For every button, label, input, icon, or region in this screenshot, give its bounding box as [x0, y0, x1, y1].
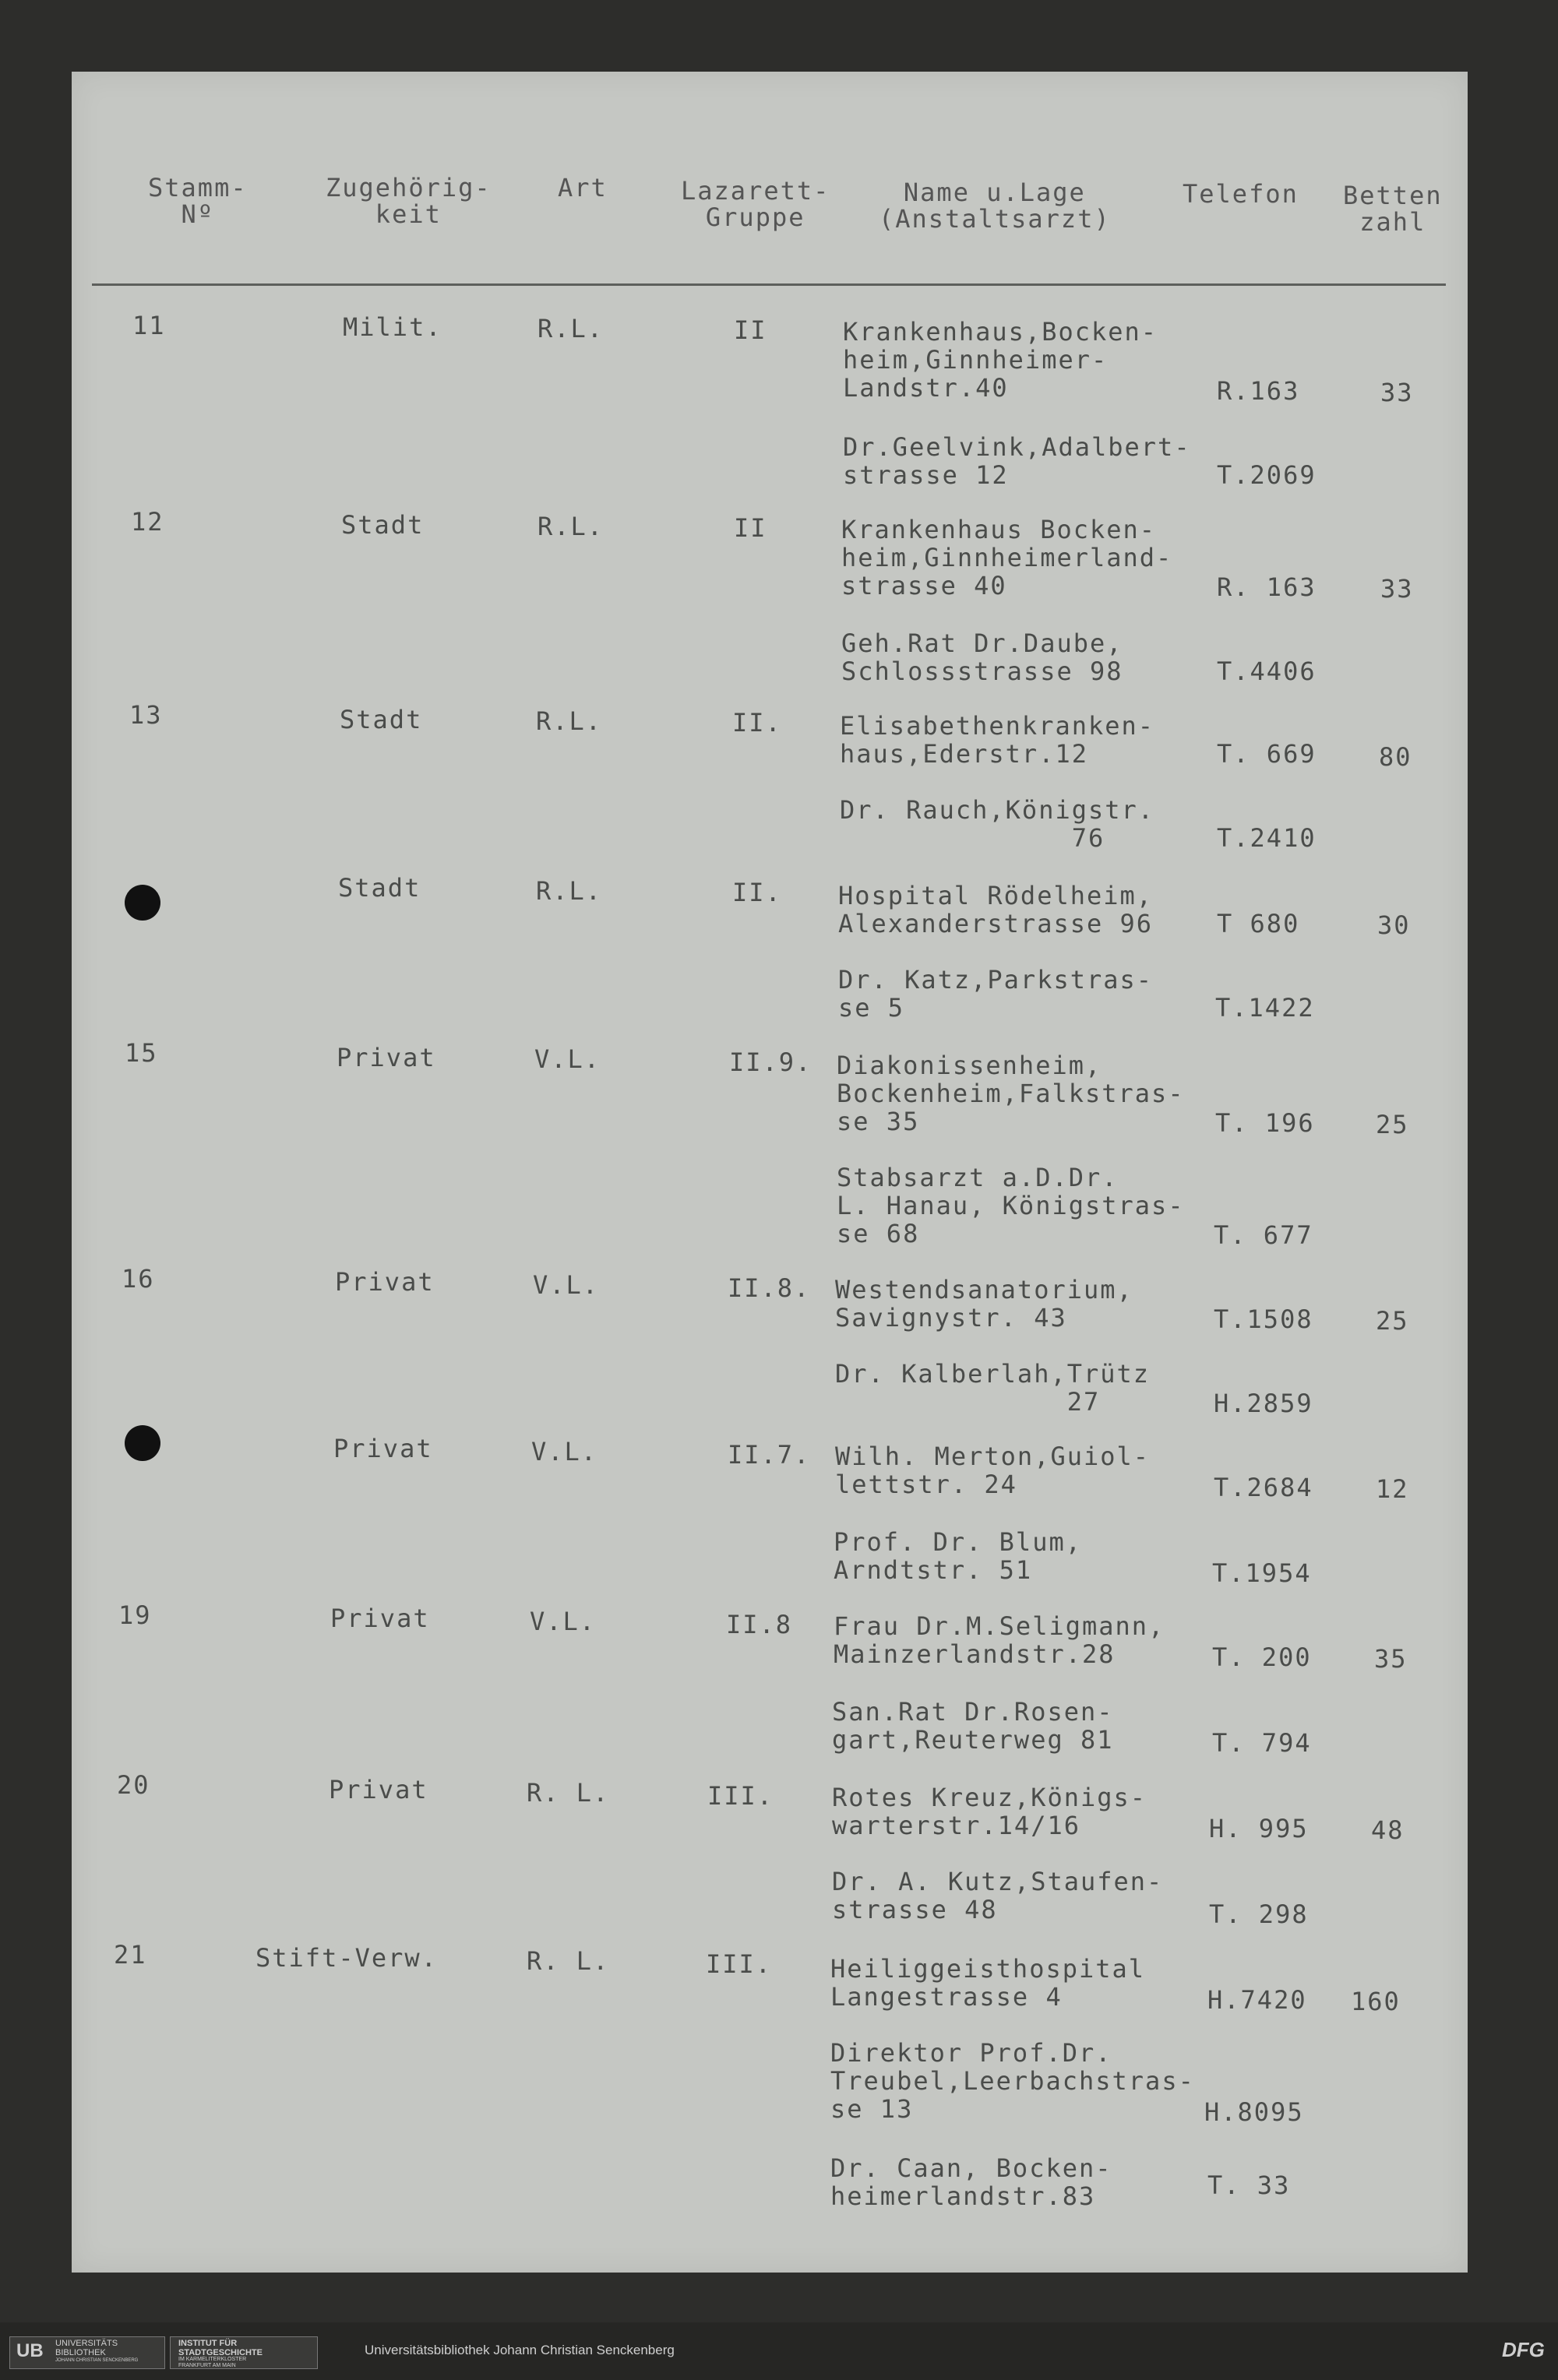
row-anstaltsarzt: Dr. Katz,Parkstras- se 5 — [838, 965, 1154, 1023]
row-name: Wilh. Merton,Guiol- lettstr. 24 — [835, 1442, 1151, 1499]
row-zugehoerigkeit: Privat — [330, 1604, 430, 1633]
row-anstaltsarzt-telefon: T.1422 — [1215, 993, 1315, 1023]
row-gruppe: II — [734, 315, 767, 345]
row-art: R.L. — [536, 706, 603, 736]
row-gruppe: II. — [732, 878, 782, 907]
row-anstaltsarzt-2-telefon: T. 33 — [1207, 2171, 1291, 2200]
institut-name: INSTITUT FÜR STADTGESCHICHTE — [178, 2339, 263, 2357]
row-art: V.L. — [531, 1437, 598, 1466]
row-anstaltsarzt: Dr.Geelvink,Adalbert- strasse 12 — [843, 432, 1191, 490]
row-name: Elisabethenkranken- haus,Ederstr.12 — [840, 711, 1155, 769]
row-betten: 25 — [1376, 1110, 1409, 1139]
library-credit: Universitätsbibliothek Johann Christian Senckenberg — [365, 2343, 675, 2357]
row-betten: 25 — [1376, 1306, 1409, 1336]
row-name: Diakonissenheim, Bockenheim,Falkstras- se 35 — [837, 1051, 1185, 1136]
institut-logo — [170, 2336, 318, 2369]
viewer-footer — [0, 2322, 1558, 2380]
row-anstaltsarzt-telefon: T. 794 — [1212, 1728, 1312, 1758]
row-zugehoerigkeit: Stadt — [340, 705, 423, 734]
row-zugehoerigkeit: Privat — [329, 1775, 428, 1804]
row-anstaltsarzt: Dr. A. Kutz,Staufen- strasse 48 — [832, 1867, 1164, 1924]
punch-hole — [125, 885, 160, 921]
row-gruppe: II — [734, 513, 767, 543]
row-name: Hospital Rödelheim, Alexanderstrasse 96 — [838, 881, 1154, 938]
punch-hole — [125, 1425, 160, 1461]
row-betten: 35 — [1374, 1644, 1408, 1674]
row-telefon: R. 163 — [1217, 572, 1317, 602]
row-art: V.L. — [533, 1270, 600, 1300]
header-zugehoerigkeit: Zugehörig- keit — [326, 173, 492, 229]
row-anstaltsarzt: Dr. Rauch,Königstr. 76 — [840, 795, 1155, 853]
header-stamm: Stamm- Nº — [148, 173, 248, 229]
row-betten: 80 — [1379, 742, 1412, 772]
row-nr: 16 — [122, 1264, 155, 1294]
row-gruppe: III. — [707, 1781, 774, 1811]
row-anstaltsarzt-telefon: T. 298 — [1209, 1899, 1309, 1929]
row-art: R.L. — [538, 314, 605, 343]
row-nr: 21 — [114, 1940, 147, 1970]
row-anstaltsarzt: Prof. Dr. Blum, Arndtstr. 51 — [834, 1527, 1082, 1585]
row-betten: 12 — [1376, 1474, 1409, 1504]
row-telefon: T. 196 — [1215, 1108, 1315, 1138]
row-anstaltsarzt-telefon: T.4406 — [1217, 657, 1317, 686]
row-nr: 15 — [125, 1038, 158, 1068]
row-anstaltsarzt: Geh.Rat Dr.Daube, Schlossstrasse 98 — [841, 628, 1123, 686]
row-zugehoerigkeit: Privat — [335, 1267, 435, 1297]
row-anstaltsarzt-telefon: T. 677 — [1214, 1220, 1313, 1250]
row-zugehoerigkeit: Stift-Verw. — [256, 1943, 438, 1973]
row-zugehoerigkeit: Stadt — [341, 510, 425, 540]
row-betten: 160 — [1351, 1987, 1401, 2016]
row-anstaltsarzt-telefon: H.8095 — [1204, 2097, 1304, 2127]
row-anstaltsarzt: San.Rat Dr.Rosen- gart,Reuterweg 81 — [832, 1697, 1114, 1755]
ub-logo-sub: JOHANN CHRISTIAN SENCKENBERG — [55, 2358, 139, 2363]
row-art: V.L. — [534, 1044, 601, 1074]
header-telefon: Telefon — [1183, 179, 1299, 209]
row-betten: 30 — [1377, 910, 1411, 940]
row-anstaltsarzt-telefon: H.2859 — [1214, 1389, 1313, 1418]
row-nr: 20 — [117, 1770, 150, 1800]
row-anstaltsarzt-telefon: T.2410 — [1217, 823, 1317, 853]
row-telefon: T. 669 — [1217, 739, 1317, 769]
row-telefon: H.7420 — [1207, 1985, 1307, 2015]
row-name: Rotes Kreuz,Königs- warterstr.14/16 — [832, 1783, 1147, 1840]
row-betten: 48 — [1371, 1815, 1405, 1845]
header-betten: Betten zahl — [1343, 181, 1443, 237]
row-art: R. L. — [527, 1946, 610, 1976]
row-art: V.L. — [530, 1607, 597, 1636]
row-telefon: T.2684 — [1214, 1473, 1313, 1502]
row-zugehoerigkeit: Stadt — [338, 873, 421, 903]
row-betten: 33 — [1380, 574, 1414, 604]
row-nr: 19 — [118, 1600, 152, 1630]
row-anstaltsarzt-telefon: T.2069 — [1217, 460, 1317, 490]
row-betten: 33 — [1380, 378, 1414, 407]
row-name: Westendsanatorium, Savignystr. 43 — [835, 1275, 1133, 1333]
row-nr: 13 — [129, 700, 163, 730]
dfg-logo: DFG — [1502, 2338, 1545, 2361]
header-rule — [92, 283, 1446, 286]
row-gruppe: III. — [706, 1949, 773, 1979]
header-gruppe: Lazarett- Gruppe — [681, 176, 830, 232]
row-telefon: R.163 — [1217, 376, 1300, 406]
ub-logo-name: UNIVERSITÄTS BIBLIOTHEK — [55, 2339, 118, 2357]
institut-sub: IM KARMELITERKLOSTER FRANKFURT AM MAIN — [178, 2357, 247, 2368]
row-gruppe: II.9. — [729, 1047, 812, 1077]
row-anstaltsarzt: Dr. Kalberlah,Trütz 27 — [835, 1359, 1151, 1417]
row-anstaltsarzt-2: Dr. Caan, Bocken- heimerlandstr.83 — [830, 2153, 1112, 2211]
row-name: Frau Dr.M.Seligmann, Mainzerlandstr.28 — [834, 1611, 1165, 1669]
row-gruppe: II.8. — [728, 1273, 811, 1303]
ub-logo-mark: UB — [16, 2340, 44, 2361]
row-gruppe: II.8 — [726, 1610, 793, 1639]
row-name: Heiliggeisthospital Langestrasse 4 — [830, 1954, 1146, 2012]
row-zugehoerigkeit: Privat — [337, 1043, 436, 1072]
row-art: R. L. — [527, 1778, 610, 1808]
row-anstaltsarzt: Stabsarzt a.D.Dr. L. Hanau, Königstras- se 68 — [837, 1163, 1185, 1248]
header-art: Art — [558, 173, 608, 202]
row-telefon: T.1508 — [1214, 1304, 1313, 1334]
row-art: R.L. — [538, 512, 605, 541]
header-name: Name u.Lage (Anstaltsarzt) — [879, 178, 1111, 234]
ub-logo — [9, 2336, 165, 2369]
row-telefon: H. 995 — [1209, 1814, 1309, 1843]
row-name: Krankenhaus,Bocken- heim,Ginnheimer- Landstr.40 — [843, 317, 1158, 403]
row-nr: 11 — [132, 311, 166, 340]
row-name: Krankenhaus Bocken- heim,Ginnheimerland- strasse 40 — [841, 515, 1173, 600]
row-gruppe: II.7. — [728, 1440, 811, 1470]
row-zugehoerigkeit: Privat — [333, 1434, 433, 1463]
row-telefon: T 680 — [1217, 909, 1300, 938]
row-art: R.L. — [536, 876, 603, 906]
row-anstaltsarzt-telefon: T.1954 — [1212, 1558, 1312, 1588]
row-zugehoerigkeit: Milit. — [343, 312, 442, 342]
row-anstaltsarzt: Direktor Prof.Dr. Treubel,Leerbachstras- se 13 — [830, 2038, 1195, 2124]
row-telefon: T. 200 — [1212, 1642, 1312, 1672]
row-gruppe: II. — [732, 708, 782, 738]
row-nr: 12 — [131, 507, 164, 537]
